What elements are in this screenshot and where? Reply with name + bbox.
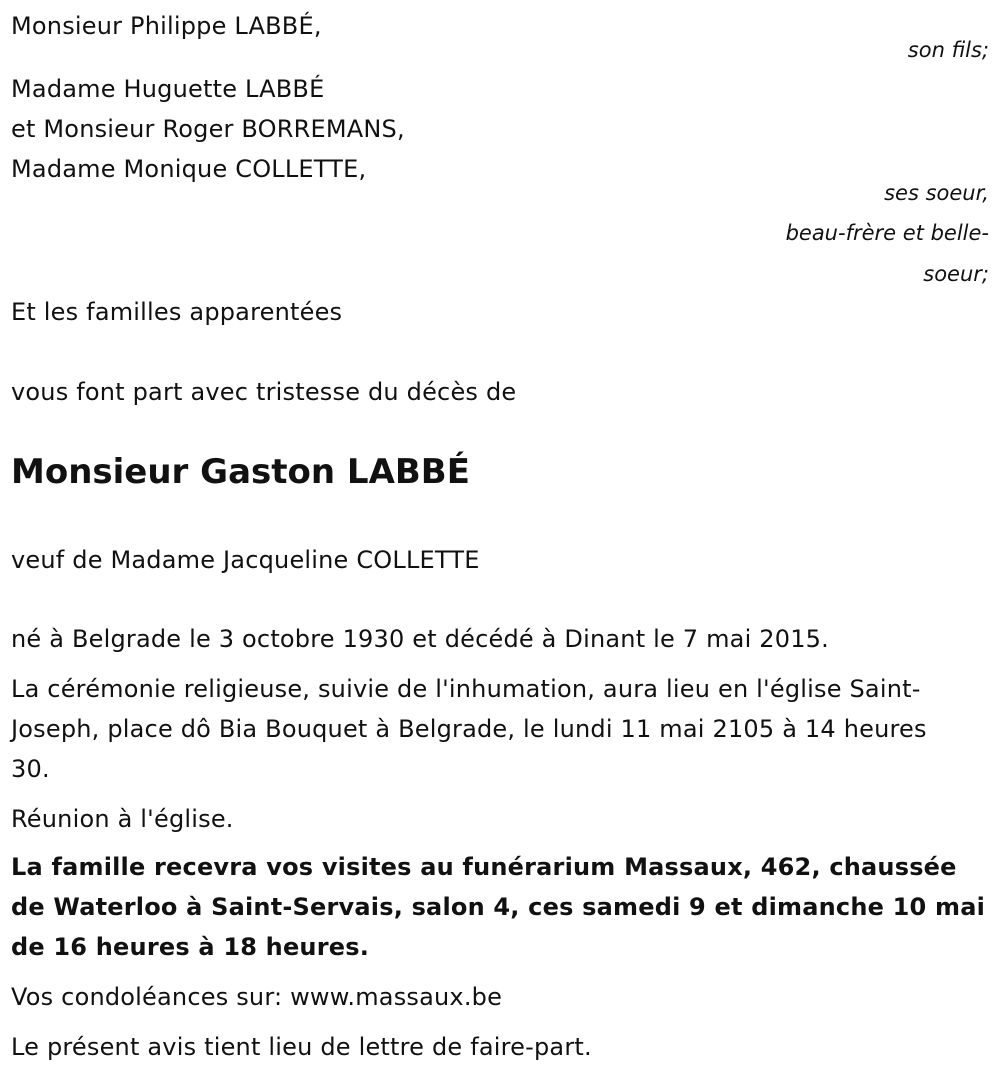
condolences-line: Vos condoléances sur: www.massaux.be [11, 983, 503, 1011]
visits-line-1: La famille recevra vos visites au funérarium Massaux, 462, chaussée [11, 853, 957, 881]
son-name: Monsieur Philippe LABBÉ, [11, 12, 322, 40]
announcement-line: vous font part avec tristesse du décès de [11, 378, 517, 406]
ceremony-line-2: Joseph, place dô Bia Bouquet à Belgrade, le lundi 11 mai 2105 à 14 heures [11, 715, 927, 743]
deceased-name: Monsieur Gaston LABBÉ [11, 452, 470, 492]
ceremony-line-3: 30. [11, 755, 50, 783]
siblings-role-line-3: soeur; [923, 262, 989, 286]
ceremony-line-1: La cérémonie religieuse, suivie de l'inhumation, aura lieu en l'église Saint- [11, 675, 921, 703]
birth-death-line: né à Belgrade le 3 octobre 1930 et décédé à Dinant le 7 mai 2015. [11, 625, 829, 653]
sister-line-1: Madame Huguette LABBÉ [11, 75, 325, 103]
son-role: son fils; [907, 38, 989, 62]
sister-line-2: et Monsieur Roger BORREMANS, [11, 115, 405, 143]
sister-line-3: Madame Monique COLLETTE, [11, 155, 367, 183]
visits-line-2: de Waterloo à Saint-Servais, salon 4, ces samedi 9 et dimanche 10 mai [11, 893, 986, 921]
siblings-role-line-2: beau-frère et belle- [785, 221, 989, 245]
meeting-line: Réunion à l'église. [11, 805, 234, 833]
families-line: Et les familles apparentées [11, 298, 343, 326]
notice-line: Le présent avis tient lieu de lettre de faire-part. [11, 1033, 592, 1061]
visits-line-3: de 16 heures à 18 heures. [11, 933, 370, 961]
widower-line: veuf de Madame Jacqueline COLLETTE [11, 546, 480, 574]
siblings-role-line-1: ses soeur, [884, 181, 989, 205]
